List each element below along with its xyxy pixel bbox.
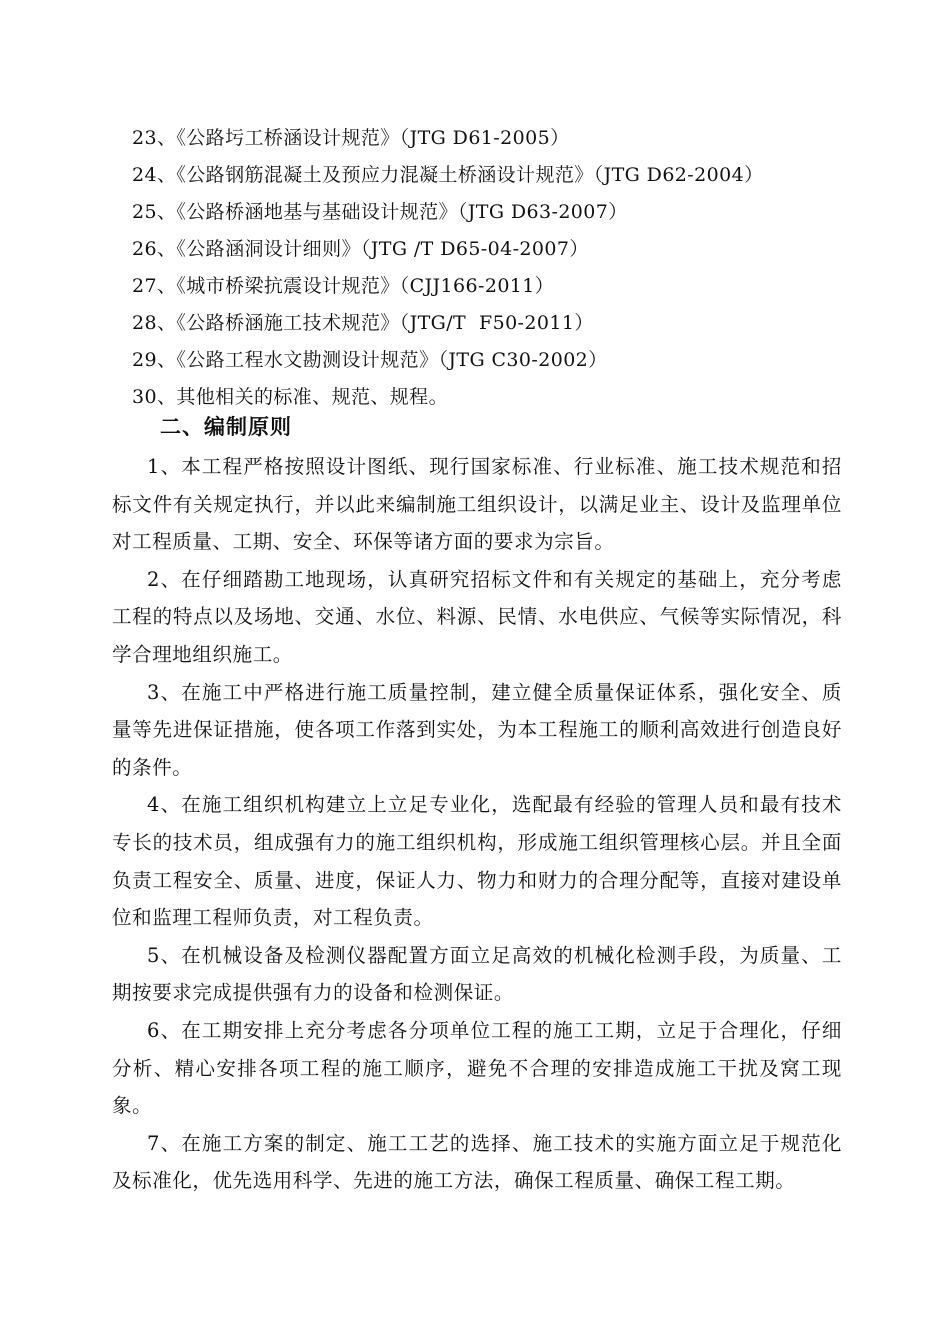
principle-paragraph: 7、在施工方案的制定、施工工艺的选择、施工技术的实施方面立足于规范化及标准化，优先选用科学、先进的施工方法，确保工程质量、确保工程工期。 bbox=[112, 1131, 842, 1193]
reference-item: 27、《城市桥梁抗震设计规范》（CJJ166-2011） bbox=[132, 275, 555, 297]
reference-item: 25、《公路桥涵地基与基础设计规范》（JTG D63-2007） bbox=[132, 201, 628, 223]
reference-item: 23、《公路圬工桥涵设计规范》（JTG D61-2005） bbox=[132, 127, 570, 149]
reference-item: 28、《公路桥涵施工技术规范》（JTG/T F50-2011） bbox=[132, 312, 594, 334]
principle-paragraph: 2、在仔细踏勘工地现场，认真研究招标文件和有关规定的基础上，充分考虑工程的特点以及场地、交通、水位、料源、民情、水电供应、气候等实际情况，科学合理地组织施工。 bbox=[112, 567, 842, 666]
principle-paragraph: 3、在施工中严格进行施工质量控制，建立健全质量保证体系，强化安全、质量等先进保证措施，使各项工作落到实处，为本工程施工的顺利高效进行创造良好的条件。 bbox=[112, 680, 842, 779]
reference-list bbox=[132, 120, 892, 416]
principle-paragraph: 4、在施工组织机构建立上立足专业化，选配最有经验的管理人员和最有技术专长的技术员，组成强有力的施工组织机构，形成施工组织管理核心层。并且全面负责工程安全、质量、进度，保证人力、物力和财力的合理分配等，直接对建设单位和监理工程师负责，对工程负责。 bbox=[112, 793, 842, 930]
section-heading: 二、编制原则 bbox=[160, 415, 292, 439]
reference-item: 26、《公路涵洞设计细则》（JTG /T D65-04-2007） bbox=[132, 238, 589, 260]
principles-list bbox=[112, 448, 842, 1200]
principle-paragraph: 6、在工期安排上充分考虑各分项单位工程的施工工期，立足于合理化，仔细分析、精心安排各项工程的施工顺序，避免不合理的安排造成施工干扰及窝工现象。 bbox=[112, 1018, 842, 1118]
reference-item: 29、《公路工程水文勘测设计规范》（JTG C30-2002） bbox=[132, 349, 608, 371]
principle-paragraph: 5、在机械设备及检测仪器配置方面立足高效的机械化检测手段，为质量、工期按要求完成提供强有力的设备和检测保证。 bbox=[112, 943, 842, 1005]
reference-item: 24、《公路钢筋混凝土及预应力混凝土桥涵设计规范》（JTG D62-2004） bbox=[132, 164, 764, 186]
principle-paragraph: 1、本工程严格按照设计图纸、现行国家标准、行业标准、施工技术规范和招标文件有关规定执行，并以此来编制施工组织设计，以满足业主、设计及监理单位对工程质量、工期、安全、环保等诸方面的要求为宗旨。 bbox=[112, 455, 842, 554]
reference-item: 30、其他相关的标准、规范、规程。 bbox=[132, 386, 448, 408]
